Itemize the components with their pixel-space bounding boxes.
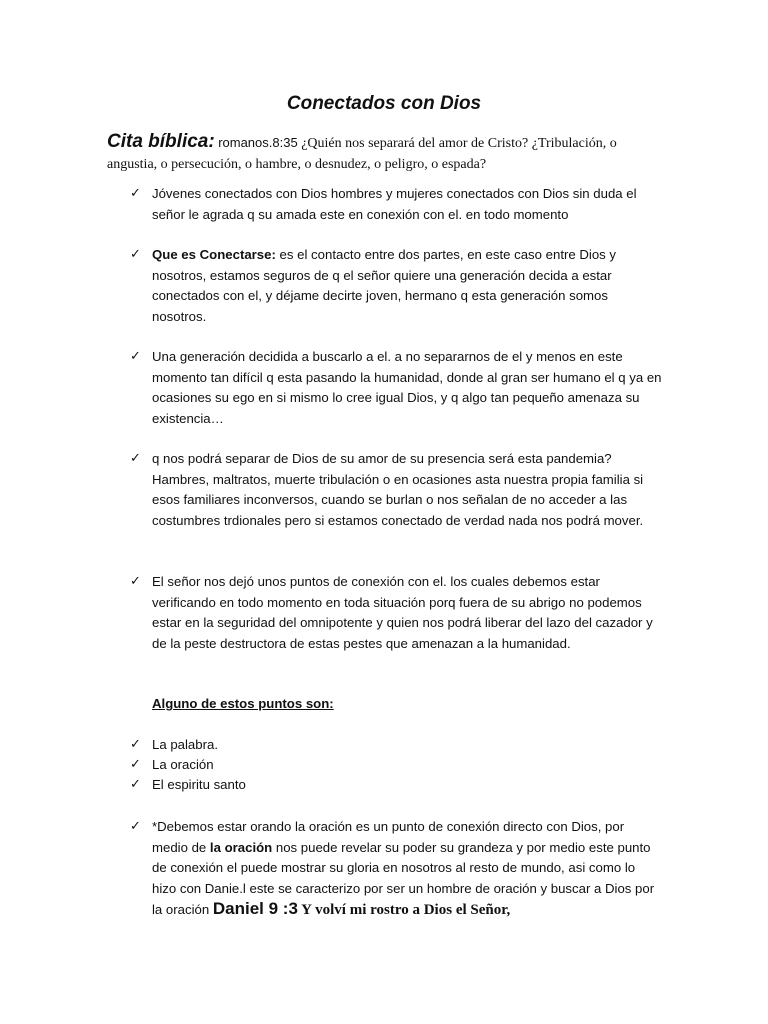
paragraph-text: *Debemos estar orando la oración es un punto de conexión directo con Dios, por medio de [152,819,625,855]
paragraph-text: nos puede revelar su poder su grandeza y por medio este punto de conexión el puede mostrar su gloria en nosotros al resto de mundo, asi como lo hizo con Danie.l este se caracterizo por ser un hombre de oración y buscar a Dios por la oración [152,839,655,917]
list-item [130,735,662,756]
points-heading [152,694,662,715]
citation-reference: romanos.8:35 [218,135,298,150]
scripture-quote: Y volví mi rostro a Dios el Señor, [297,902,511,918]
paragraph-que-es-conectarse [130,245,662,327]
list-item-text: La palabra. [152,737,218,752]
paragraph-text: es el contacto entre dos partes, en este caso entre Dios y nosotros, estamos seguros de q el señor quiere una generación decida a estar conectados con el, y déjame decirte joven, hermano q esta generación somos nosotros. [152,247,617,324]
document-title: Conectados con Dios [286,93,482,114]
points-heading-text: Alguno de estos puntos son: [152,696,334,711]
paragraph-oracion [130,817,662,921]
list-item [130,755,662,776]
paragraph-puntos-conexion [130,572,662,654]
checkmark-icon: ✓ [130,737,141,752]
paragraph-jovenes [130,184,662,225]
paragraph-text: Una generación decidida a buscarlo a el. a no separarnos de el y menos en este momento tan difícil q esta pasando la humanidad, donde al gran ser humano el q ya en ocasiones su ego en si mismo lo cree igual Dios, y q algo tan pequeño amenaza su existencia… [152,349,662,426]
paragraph-generacion [130,347,662,429]
list-item-text: La oración [152,757,214,772]
checkmark-icon: ✓ [130,349,141,364]
citation-text: ¿Quién nos separará del amor de Cristo? ¿Tribulación, o angustia, o persecución, o hambre, o desnudez, o peligro, o espada? [107,136,617,172]
checkmark-icon: ✓ [130,819,141,834]
checkmark-icon: ✓ [130,247,141,262]
checkmark-icon: ✓ [130,574,141,589]
paragraph-text: Jóvenes conectados con Dios hombres y mujeres conectados con Dios sin duda el señor le agrada q su amada este en conexión con el. en todo momento [152,186,637,222]
paragraph-text: El señor nos dejó unos puntos de conexión con el. los cuales debemos estar verificando en todo momento en toda situación porq fuera de su abrigo no podemos estar en la seguridad del omnipotente y quien nos podrá liberar del lazo del cazador y de la peste destructora de estas pestes que amenazan a la humanidad. [152,574,653,651]
list-item [130,775,662,796]
paragraph-pandemia [130,449,662,531]
checkmark-icon: ✓ [130,777,141,792]
scripture-reference: Daniel 9 :3 [212,899,298,918]
bible-citation [107,131,667,175]
citation-label: Cita bíblica: [107,131,215,152]
paragraph-text: q nos podrá separar de Dios de su amor de su presencia será esta pandemia? Hambres, maltratos, muerte tribulación o en ocasiones asta nuestra propia familia si esos familiares inconversos, cuando se burlan o nos señalan de no acceder a las costumbres trdionales pero si estamos conectado de verdad nada nos podrá mover. [152,451,644,528]
list-item-text: El espiritu santo [152,777,246,792]
paragraph-bold-phrase: la oración [209,839,273,855]
checkmark-icon: ✓ [130,451,141,466]
paragraph-bold-lead: Que es Conectarse: [152,247,276,262]
checkmark-icon: ✓ [130,757,141,772]
checkmark-icon: ✓ [130,186,141,201]
